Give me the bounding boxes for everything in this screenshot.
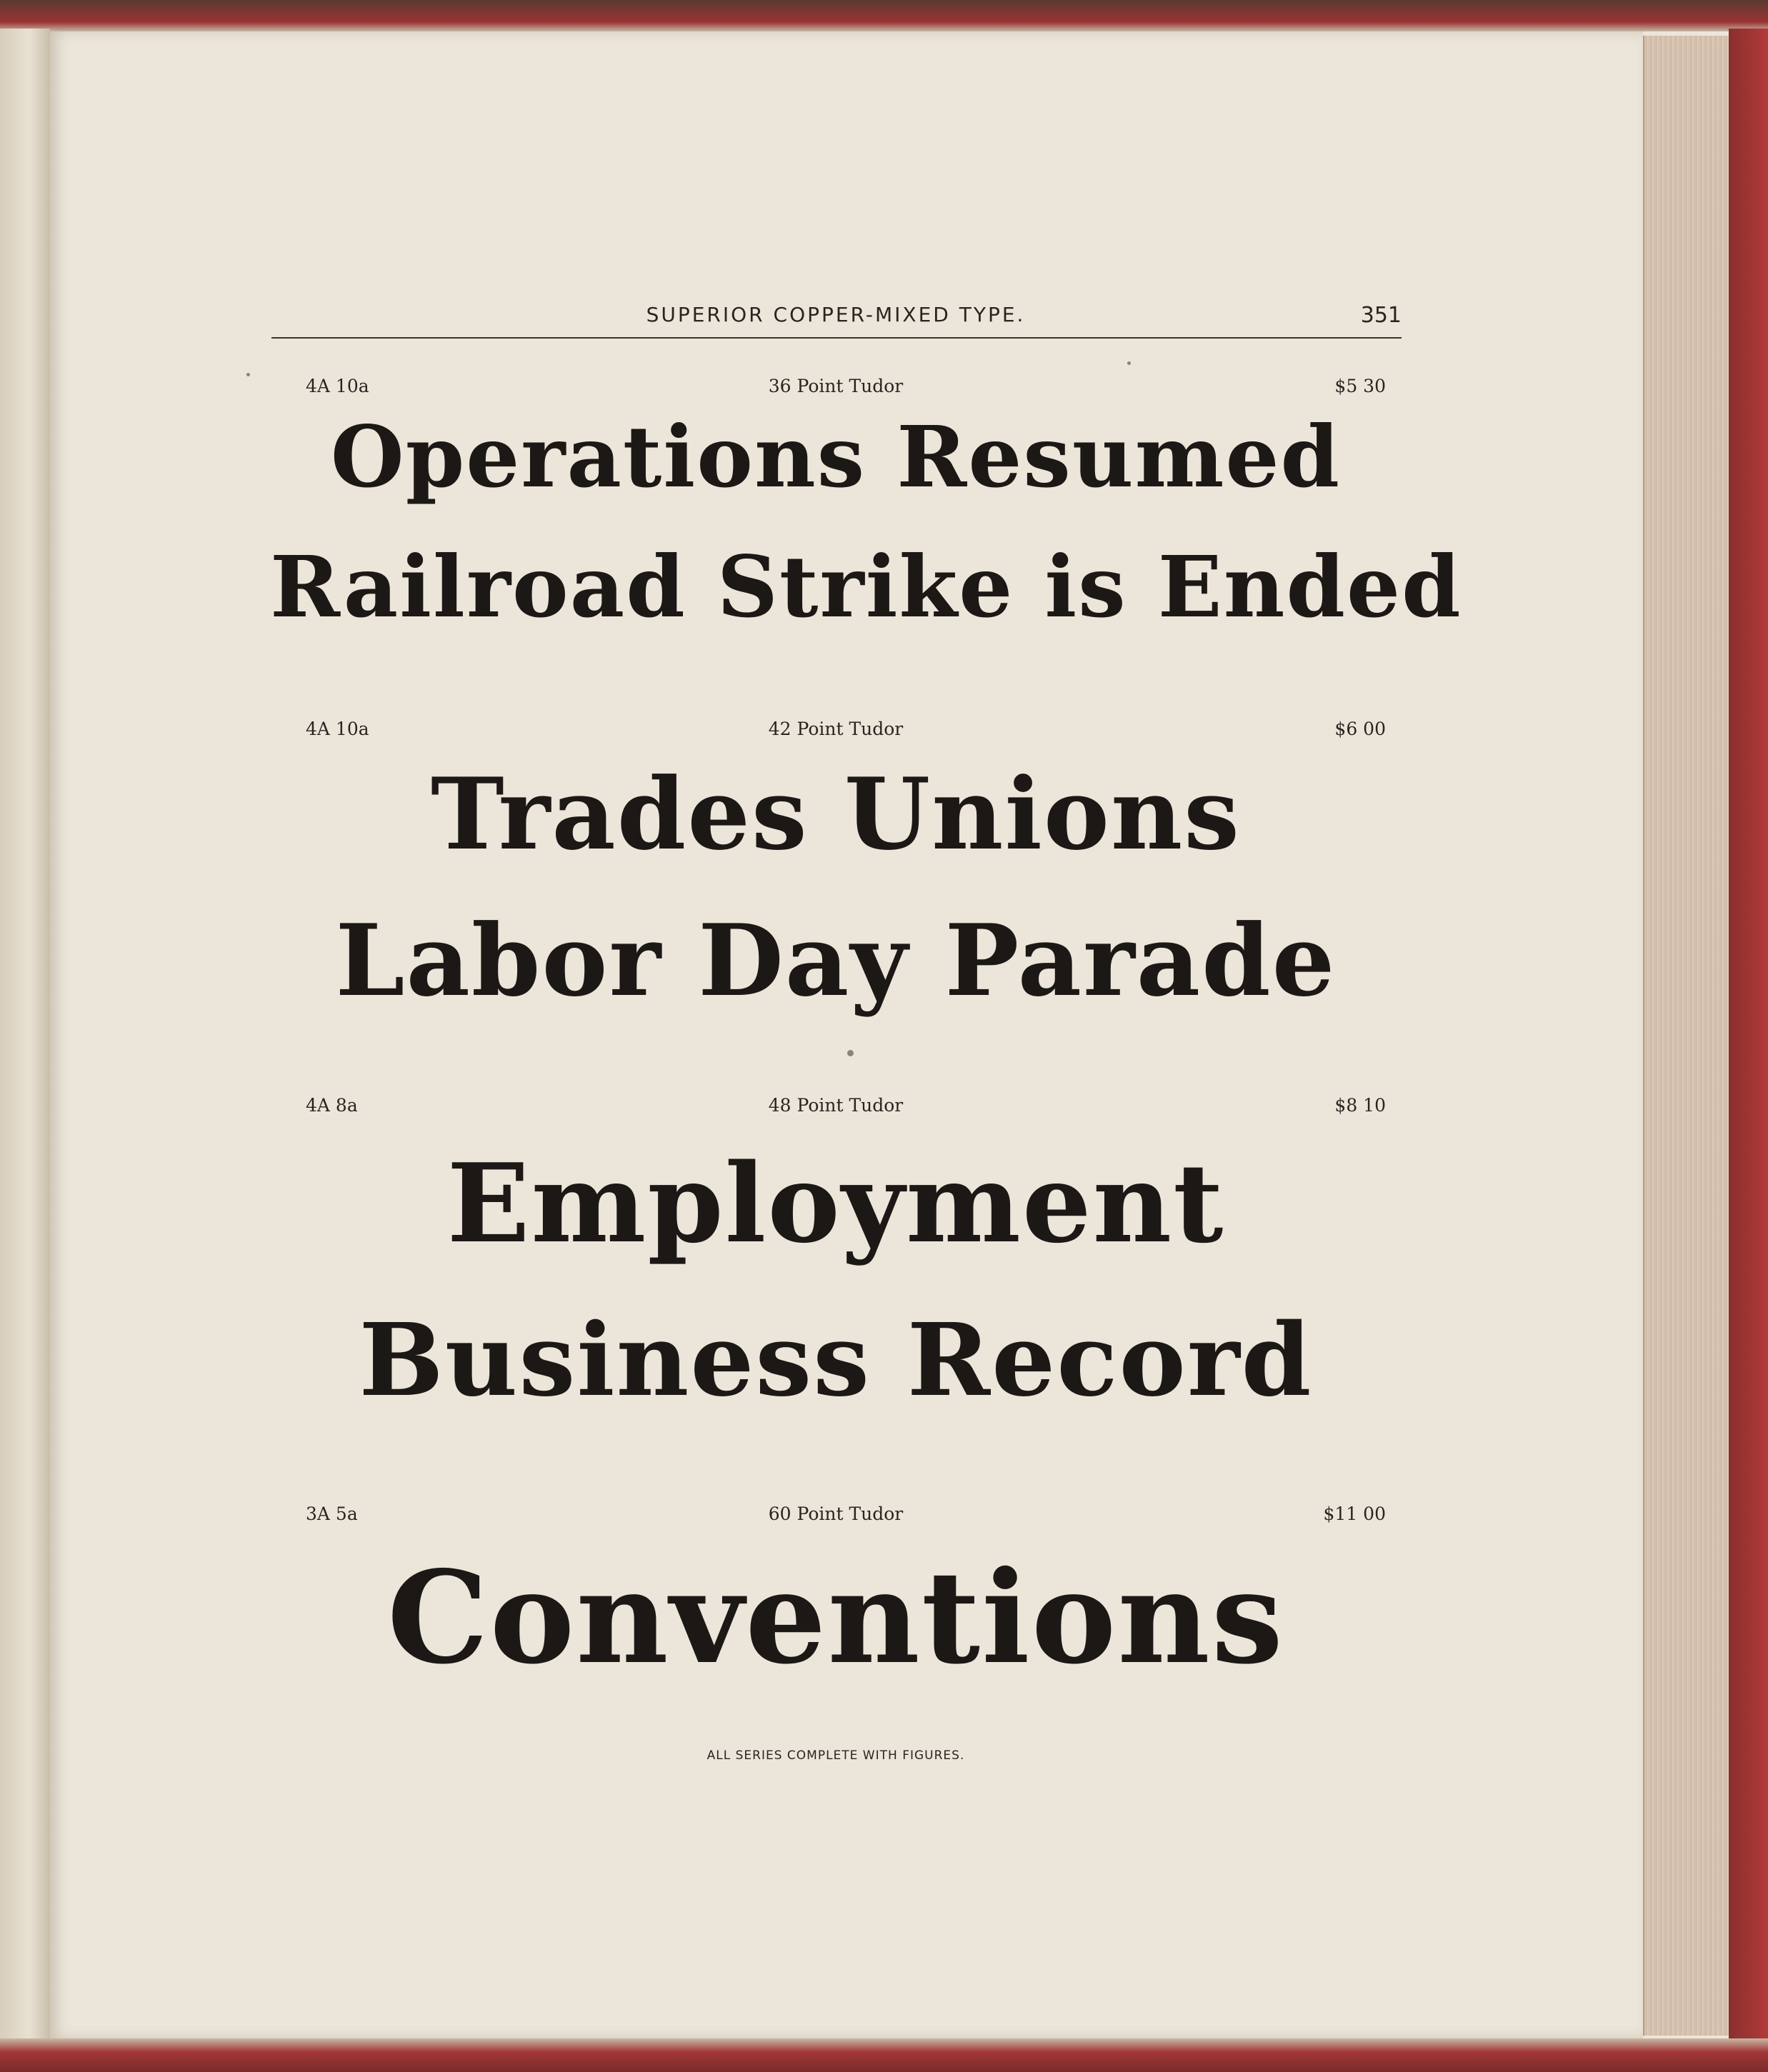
specimen-line: Conventions [386, 1543, 1285, 1692]
specimen-name: 42 Point Tudor [768, 719, 904, 739]
specimen-quantity: 4A 10a [306, 376, 369, 396]
specimen-price: $6 00 [1334, 719, 1386, 739]
header-rule [271, 337, 1402, 339]
specimen-quantity: 3A 5a [306, 1503, 358, 1524]
specimen-quantity: 4A 10a [306, 719, 369, 739]
specimen-price: $5 30 [1334, 376, 1386, 396]
specimen-line: Railroad Strike is Ended [270, 537, 1462, 636]
specimen-line: Labor Day Parade [335, 902, 1337, 1019]
specimen-price: $11 00 [1323, 1503, 1386, 1524]
specimen-line: Trades Unions [431, 756, 1241, 872]
specimen-quantity: 4A 8a [306, 1095, 358, 1116]
page-block-edges [1643, 36, 1730, 2036]
specimen-name: 36 Point Tudor [768, 376, 904, 396]
book-cover-top-edge [0, 0, 1768, 31]
specimen-name: 60 Point Tudor [768, 1503, 904, 1524]
ink-speck [1127, 361, 1131, 365]
ink-speck [246, 373, 250, 376]
book-cover-right-edge [1729, 29, 1768, 2057]
book-page [50, 31, 1643, 2038]
specimen-line: Business Record [359, 1302, 1313, 1419]
facing-page-edge [0, 29, 51, 2050]
specimen-line: Employment [446, 1139, 1225, 1267]
specimen-price: $8 10 [1334, 1095, 1386, 1116]
page-number: 351 [1360, 303, 1402, 328]
footer-note: ALL SERIES COMPLETE WITH FIGURES. [706, 1748, 965, 1763]
ink-speck [847, 1050, 854, 1056]
book-cover-bottom-edge [0, 2038, 1768, 2072]
specimen-line: Operations Resumed [330, 407, 1342, 506]
running-header-title: SUPERIOR COPPER-MIXED TYPE. [646, 303, 1026, 326]
specimen-name: 48 Point Tudor [768, 1095, 904, 1116]
